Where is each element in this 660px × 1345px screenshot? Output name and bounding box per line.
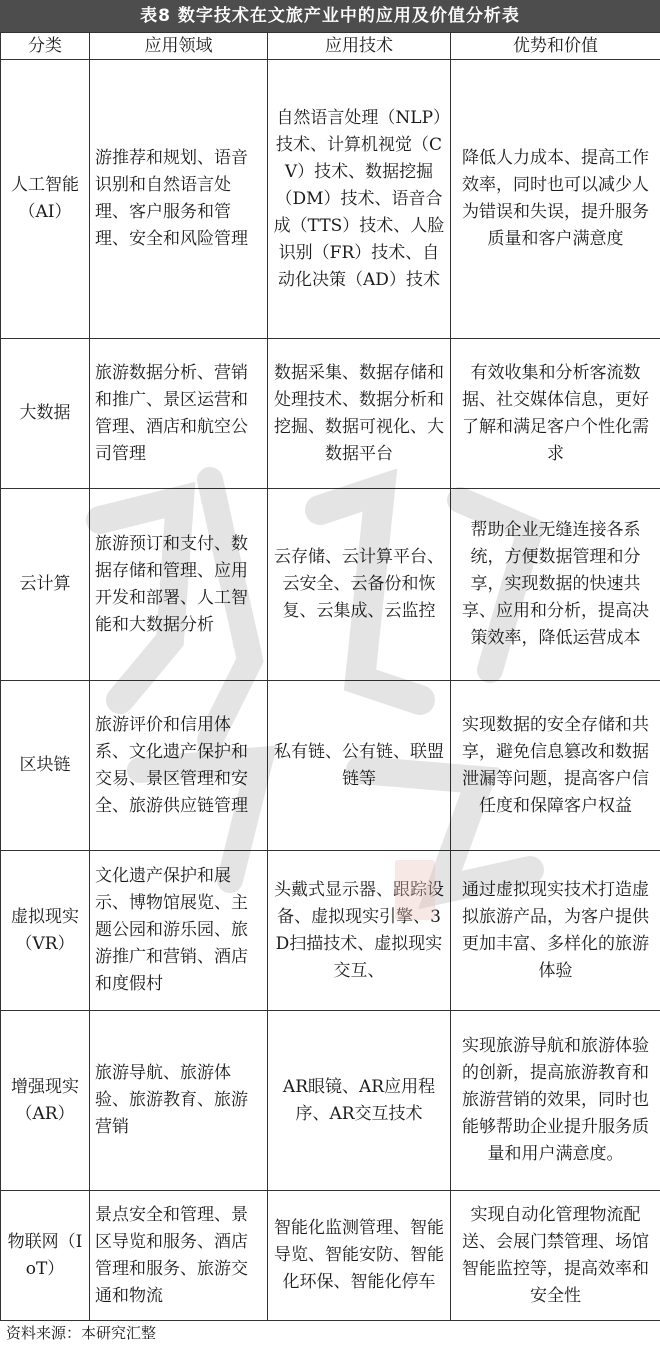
row-value: 实现数据的安全存储和共享，避免信息篡改和数据泄漏等问题，提高客户信任度和保障客户权益: [451, 681, 660, 851]
table-row: [1, 1011, 660, 1191]
table-title: 表8 数字技术在文旅产业中的应用及价值分析表: [0, 0, 660, 32]
row-tech: 自然语言处理（NLP）技术、计算机视觉（CV）技术、数据挖掘（DM）技术、语音合成（TTS）技术、人脸识别（FR）技术、自动化决策（AD）技术: [268, 60, 451, 339]
row-tech: 私有链、公有链、联盟链等: [268, 681, 451, 851]
row-fields: 景点安全和管理、景区导览和服务、酒店管理和服务、旅游交通和物流: [90, 1191, 268, 1321]
row-fields: 旅游预订和支付、数据存储和管理、应用开发和部署、人工智能和大数据分析: [90, 489, 268, 681]
row-tech: 智能化监测管理、智能导览、智能安防、智能化环保、智能化停车: [268, 1191, 451, 1321]
table-row: [1, 681, 660, 851]
table-row: [1, 851, 660, 1011]
source-note: 资料来源：本研究汇整: [6, 1324, 157, 1342]
row-tech: 头戴式显示器、跟踪设备、虚拟现实引擎、3D扫描技术、虚拟现实交互、: [268, 851, 451, 1011]
table-row: [1, 60, 660, 339]
row-value: 降低人力成本、提高工作效率，同时也可以减少人为错误和失误，提升服务质量和客户满意度: [451, 60, 660, 339]
row-category: 区块链: [1, 681, 90, 851]
row-fields: 旅游评价和信用体系、文化遗产保护和交易、景区管理和安全、旅游供应链管理: [90, 681, 268, 851]
row-value: 帮助企业无缝连接各系统，方便数据管理和分享，实现数据的快速共享、应用和分析，提高决策效率，降低运营成本: [451, 489, 660, 681]
header-tech: 应用技术: [268, 33, 451, 60]
row-fields: 旅游数据分析、营销和推广、景区运营和管理、酒店和航空公司管理: [90, 339, 268, 489]
analysis-table: [0, 32, 660, 1321]
row-tech: 数据采集、数据存储和处理技术、数据分析和挖掘、数据可视化、大数据平台: [268, 339, 451, 489]
header-row: [1, 33, 660, 60]
table-row: [1, 339, 660, 489]
row-fields: 游推荐和规划、语音识别和自然语言处理、客户服务和管理、安全和风险管理: [90, 60, 268, 339]
row-value: 实现自动化管理物流配送、会展门禁管理、场馆智能监控等，提高效率和安全性: [451, 1191, 660, 1321]
header-value: 优势和价值: [451, 33, 660, 60]
row-fields: 旅游导航、旅游体验、旅游教育、旅游营销: [90, 1011, 268, 1191]
row-category: 虚拟现实（VR）: [1, 851, 90, 1011]
row-value: 实现旅游导航和旅游体验的创新，提高旅游教育和旅游营销的效果，同时也能够帮助企业提升服务质量和用户满意度。: [451, 1011, 660, 1191]
row-tech: 云存储、云计算平台、云安全、云备份和恢复、云集成、云监控: [268, 489, 451, 681]
table-row: [1, 1191, 660, 1321]
row-value: 有效收集和分析客流数据、社交媒体信息，更好了解和满足客户个性化需求: [451, 339, 660, 489]
header-fields: 应用领域: [90, 33, 268, 60]
row-category: 大数据: [1, 339, 90, 489]
row-tech: AR眼镜、AR应用程序、AR交互技术: [268, 1011, 451, 1191]
row-category: 增强现实（AR）: [1, 1011, 90, 1191]
row-category: 物联网（IoT）: [1, 1191, 90, 1321]
row-category: 人工智能（AI）: [1, 60, 90, 339]
header-category: 分类: [1, 33, 90, 60]
table-row: [1, 489, 660, 681]
row-fields: 文化遗产保护和展示、博物馆展览、主题公园和游乐园、旅游推广和营销、酒店和度假村: [90, 851, 268, 1011]
row-value: 通过虚拟现实技术打造虚拟旅游产品，为客户提供更加丰富、多样化的旅游体验: [451, 851, 660, 1011]
row-category: 云计算: [1, 489, 90, 681]
